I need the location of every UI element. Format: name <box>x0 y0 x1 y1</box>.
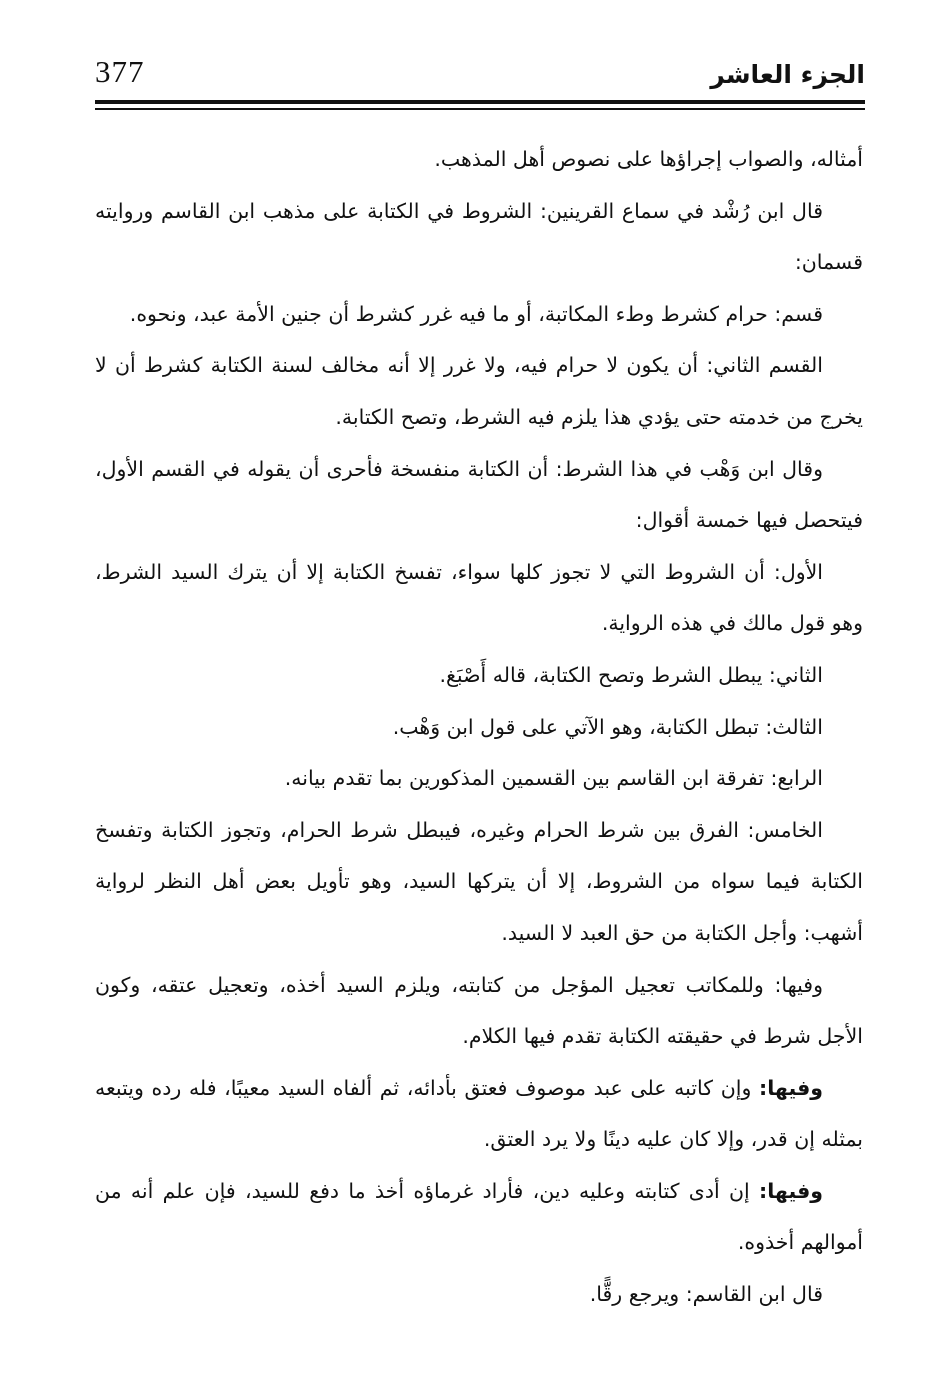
paragraph <box>95 340 863 443</box>
running-title: الجزء العاشر <box>710 60 865 89</box>
paragraph-text: الخامس: الفرق بين شرط الحرام وغيره، فيبطل شرط الحرام، وتجوز الكتابة وتفسخ الكتابة فيما سواه من الشروط، إلا أن يتركها السيد، وهو تأويل بعض أهل النظر لرواية أشهب: وأجل الكتابة من حق العبد لا السيد. <box>95 817 863 945</box>
paragraph-lead: وفيها: <box>759 1178 823 1203</box>
paragraph-text: قال ابن القاسم: ويرجع رقًّا. <box>589 1282 823 1307</box>
header-rule-thin <box>95 108 865 110</box>
paragraph-text: الرابع: تفرقة ابن القاسم بين القسمين المذكورين بما تقدم بيانه. <box>284 766 823 791</box>
page-number: 377 <box>95 54 145 89</box>
paragraph <box>95 1269 863 1321</box>
paragraph <box>95 444 863 547</box>
paragraph <box>95 547 863 650</box>
page-header <box>95 48 865 98</box>
paragraph-text: إن أدى كتابته وعليه دين، فأراد غرماؤه أخذ ما دفع للسيد، فإن علم أنه من أموالهم أخذوه. <box>95 1178 863 1255</box>
paragraph <box>95 1166 863 1269</box>
paragraph <box>95 186 863 289</box>
header-rule-thick <box>95 100 865 104</box>
paragraph-text: قسم: حرام كشرط وطء المكاتبة، أو ما فيه غرر كشرط أن جنين الأمة عبد، ونحوه. <box>129 301 823 326</box>
paragraph-text: الأول: أن الشروط التي لا تجوز كلها سواء، تفسخ الكتابة إلا أن يترك السيد الشرط، وهو قول مالك في هذه الرواية. <box>95 559 863 636</box>
paragraph-text: الثاني: يبطل الشرط وتصح الكتابة، قاله أَصْبَغ. <box>439 662 823 687</box>
paragraph-text: وإن كاتبه على عبد موصوف فعتق بأدائه، ثم ألفاه السيد معيبًا، فله رده ويتبعه بمثله إن قدر، وإلا كان عليه دينًا ولا يرد العتق. <box>95 1075 863 1152</box>
body-text <box>95 134 863 1321</box>
paragraph-lead: وفيها: <box>759 1075 823 1100</box>
paragraph <box>95 289 863 341</box>
paragraph <box>95 753 863 805</box>
paragraph <box>95 650 863 702</box>
paragraph-text: القسم الثاني: أن يكون لا حرام فيه، ولا غرر إلا أنه مخالف لسنة الكتابة كشرط أن لا يخرج من خدمته حتى يؤدي هذا يلزم فيه الشرط، وتصح الكتابة. <box>95 353 863 429</box>
paragraph-text: أمثاله، والصواب إجراؤها على نصوص أهل المذهب. <box>434 147 863 171</box>
paragraph-text: وقال ابن وَهْب في هذا الشرط: أن الكتابة منفسخة فأحرى أن يقوله في القسم الأول، فيتحصل فيها خمسة أقوال: <box>95 456 863 533</box>
paragraph <box>95 960 863 1063</box>
paragraph <box>95 702 863 754</box>
paragraph-text: وفيها: وللمكاتب تعجيل المؤجل من كتابته، ويلزم السيد أخذه، وتعجيل عتقه، وكون الأجل شرط في حقيقته الكتابة تقدم فيها الكلام. <box>95 972 863 1049</box>
paragraph <box>95 1063 863 1166</box>
paragraph <box>95 805 863 960</box>
paragraph-text: قال ابن رُشْد في سماع القرينين: الشروط في الكتابة على مذهب ابن القاسم وروايته قسمان: <box>95 198 863 275</box>
paragraph-text: الثالث: تبطل الكتابة، وهو الآتي على قول ابن وَهْب. <box>392 714 823 739</box>
paragraph <box>95 134 863 186</box>
